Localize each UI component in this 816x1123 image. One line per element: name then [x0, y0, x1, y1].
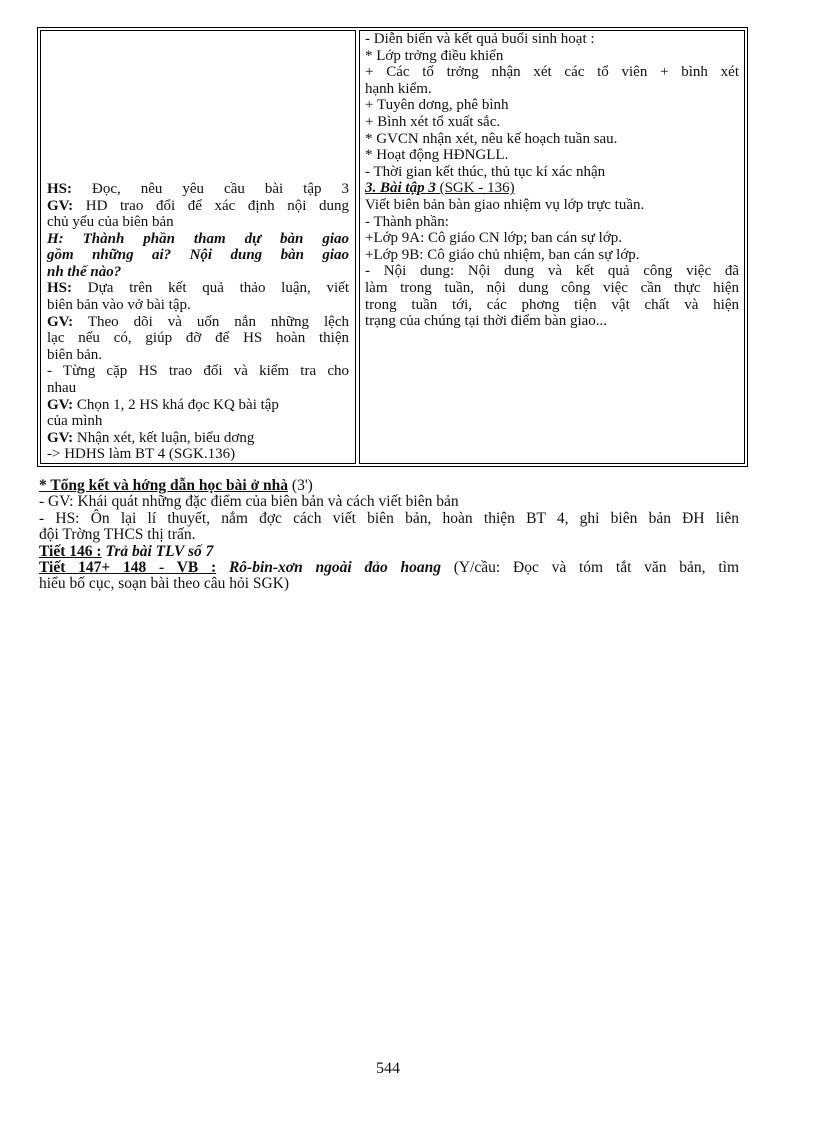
tiet-147-line: hiểu bố cục, soạn bài theo câu hỏi SGK): [39, 575, 290, 593]
right-line: + Các tổ trởng nhận xét các tổ viên + bình xét: [365, 64, 739, 81]
right-line: - Diễn biến và kết quả buổi sinh hoạt :: [365, 31, 595, 47]
right-line: làm trong tuần, nội dung công việc cần thực hiện: [365, 279, 739, 296]
left-question-line: nh thế nào?: [47, 263, 122, 280]
left-line: chủ yếu của biên bản: [47, 214, 174, 231]
left-line: GV: Chọn 1, 2 HS khá đọc KQ bài tập: [47, 396, 279, 413]
left-line: nhau: [47, 380, 77, 397]
right-line: * GVCN nhận xét, nêu kế hoạch tuần sau.: [365, 130, 618, 147]
summary-hs-line: - HS: Ôn lại lí thuyết, nắm đợc cách viết biên bản, hoàn thiện BT 4, ghi biên bản ĐH liên: [39, 509, 739, 527]
right-line: - Thời gian kết thúc, thủ tục kí xác nhận: [365, 163, 606, 180]
right-line: hạnh kiểm.: [365, 80, 432, 97]
left-line: biên bản.: [47, 346, 102, 363]
left-question-line: gồm những ai? Nội dung bàn giao: [47, 247, 349, 264]
left-line: GV: HD trao đổi để xác định nội dung: [47, 197, 349, 214]
summary-hs-line: đội Trờng THCS thị trấn.: [39, 526, 196, 544]
summary-gv-line: - GV: Khái quát những đặc điểm của biên bản và cách viết biên bản: [39, 493, 459, 511]
summary-heading: * Tổng kết và hớng dẫn học bài ở nhà (3'): [39, 477, 313, 494]
left-line: lạc nếu có, giúp đỡ để HS hoàn thiện: [47, 330, 349, 347]
left-question-line: H: Thành phần tham dự bàn giao: [47, 230, 349, 247]
right-line: Viết biên bản bàn giao nhiệm vụ lớp trực tuần.: [365, 196, 645, 213]
page-number: 544: [376, 1060, 400, 1077]
left-line: GV: Nhận xét, kết luận, biểu dơng: [47, 429, 255, 446]
student-content-column: [359, 30, 745, 464]
lesson-table: [37, 27, 748, 467]
right-line: - Nội dung: Nội dung và kết quả công việc đã: [365, 263, 739, 280]
left-line: HS: Đọc, nêu yêu cầu bài tập 3: [47, 180, 349, 197]
tiet-147-line: Tiết 147+ 148 - VB : Rô-bin-xơn ngoài đảo hoang (Y/cầu: Đọc và tóm tắt văn bản, tìm: [39, 559, 739, 577]
right-line: * Hoạt động HĐNGLL.: [365, 147, 509, 164]
tiet-146-line: Tiết 146 : Trả bài TLV số 7: [39, 542, 214, 560]
left-line: của mình: [47, 413, 103, 430]
right-line: +Lớp 9A: Cô giáo CN lớp; ban cán sự lớp.: [365, 230, 623, 247]
left-line: GV: Theo dõi và uốn nắn những lệch: [47, 313, 349, 330]
right-line: trong tuần tới, các phơng tiện vật chất và hiện: [365, 296, 739, 313]
right-line: * Lớp trởng điều khiển: [365, 47, 504, 64]
right-line: + Bình xét tổ xuất sắc.: [365, 113, 501, 130]
right-line: - Thành phần:: [365, 213, 449, 230]
summary-section: [39, 478, 739, 593]
exercise-3-heading: 3. Bài tập 3 (SGK - 136): [365, 180, 515, 197]
left-line: -> HDHS làm BT 4 (SGK.136): [47, 446, 236, 463]
right-line: trạng của chúng tại thời điểm bàn giao...: [365, 313, 608, 330]
left-line: HS: Dựa trên kết quả thảo luận, viết: [47, 280, 349, 297]
left-line: biên bản vào vở bài tập.: [47, 297, 191, 314]
left-line: - Từng cặp HS trao đổi và kiểm tra cho: [47, 363, 349, 380]
right-line: + Tuyên dơng, phê bình: [365, 97, 509, 114]
teacher-activity-column: [40, 30, 356, 464]
right-line: +Lớp 9B: Cô giáo chủ nhiệm, ban cán sự lớp.: [365, 246, 640, 263]
